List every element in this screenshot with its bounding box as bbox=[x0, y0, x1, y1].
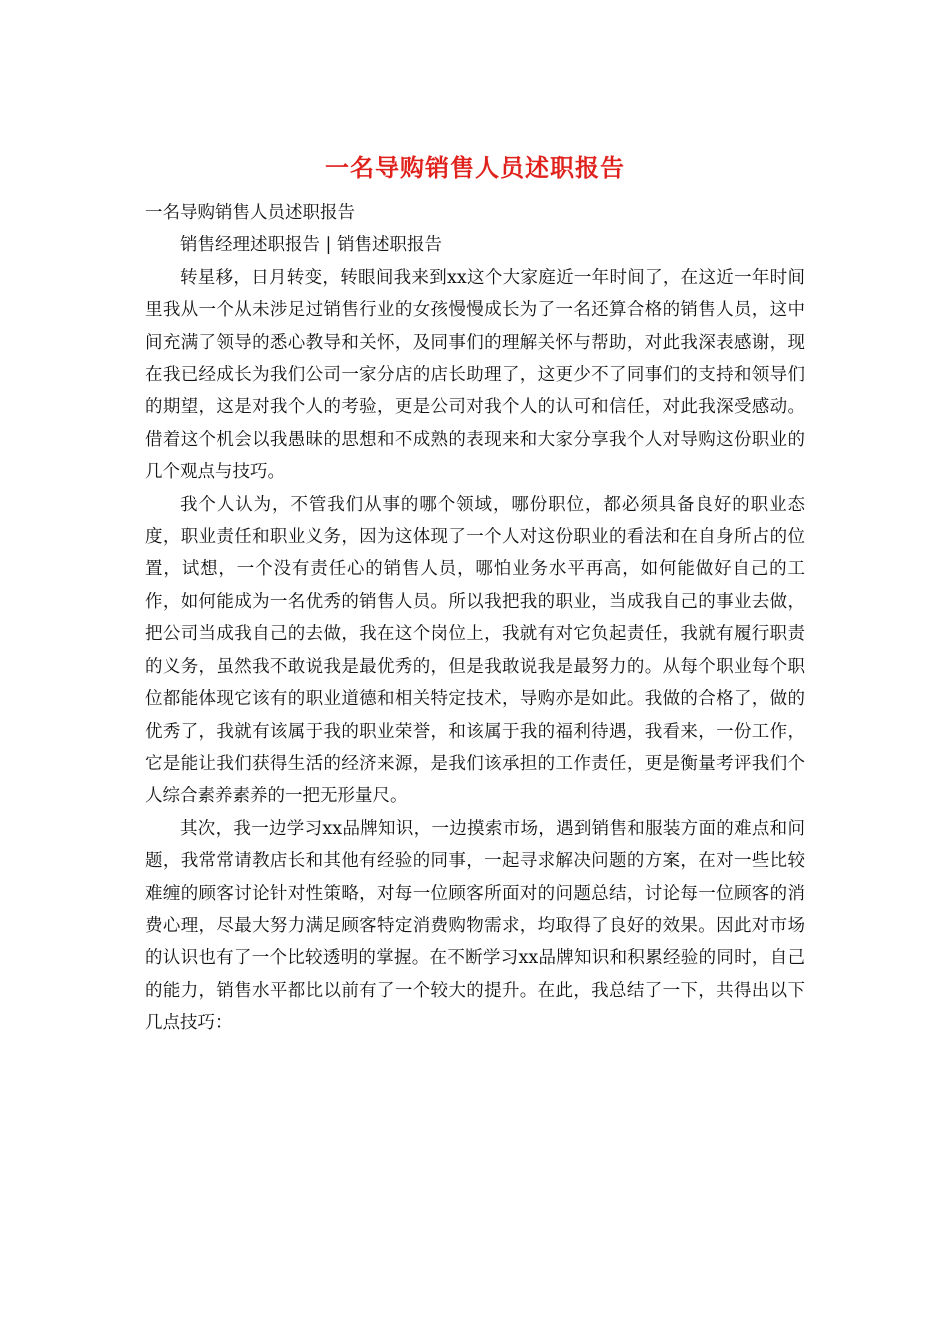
document-subtitle: 一名导购销售人员述职报告 bbox=[145, 203, 355, 223]
document-body bbox=[145, 197, 805, 1040]
body-paragraph-2: 我个人认为，不管我们从事的哪个领域，哪份职位，都必须具备良好的职业态度，职业责任和职业义务，因为这体现了一个人对这份职业的看法和在自身所占的位置，试想，一个没有责任心的销售人员，哪怕业务水平再高，如何能做好自己的工作，如何能成为一名优秀的销售人员。所以我把我的职业，当成我自己的事业去做，把公司当成我自己的去做，我在这个岗位上，我就有对它负起责任，我就有履行职责的义务，虽然我不敢说我是最优秀的，但是我敢说我是最努力的。从每个职业每个职位都能体现它该有的职业道德和相关特定技术，导购亦是如此。我做的合格了，做的优秀了，我就有该属于我的职业荣誉，和该属于我的福利待遇，我看来，一份工作，它是能让我们获得生活的经济来源，是我们该承担的工作责任，更是衡量考评我们个人综合素养素养的一把无形量尺。 bbox=[145, 494, 805, 807]
body-paragraph-3: 其次，我一边学习xx品牌知识，一边摸索市场，遇到销售和服装方面的难点和问题，我常常请教店长和其他有经验的同事，一起寻求解决问题的方案，在对一些比较难缠的顾客讨论针对性策略，对每一位顾客所面对的问题总结，讨论每一位顾客的消费心理，尽最大努力满足顾客特定消费购物需求，均取得了良好的效果。因此对市场的认识也有了一个比较透明的掌握。在不断学习xx品牌知识和积累经验的同时，自己的能力，销售水平都比以前有了一个较大的提升。在此，我总结了一下，共得出以下几点技巧： bbox=[145, 818, 805, 1034]
document-title: 一名导购销售人员述职报告 bbox=[325, 153, 625, 182]
related-articles-line: 销售经理述职报告 | 销售述职报告 bbox=[180, 235, 443, 256]
body-paragraph-1: 转星移，日月转变，转眼间我来到xx这个大家庭近一年时间了，在这近一年时间里我从一个从未涉足过销售行业的女孩慢慢成长为了一名还算合格的销售人员，这中间充满了领导的悉心教导和关怀，及同事们的理解关怀与帮助，对此我深表感谢，现在我已经成长为我们公司一家分店的店长助理了，这更少不了同事们的支持和领导们的期望，这是对我个人的考验，更是公司对我个人的认可和信任，对此我深受感动。借着这个机会以我愚昧的思想和不成熟的表现来和大家分享我个人对导购这份职业的几个观点与技巧。 bbox=[145, 267, 805, 483]
